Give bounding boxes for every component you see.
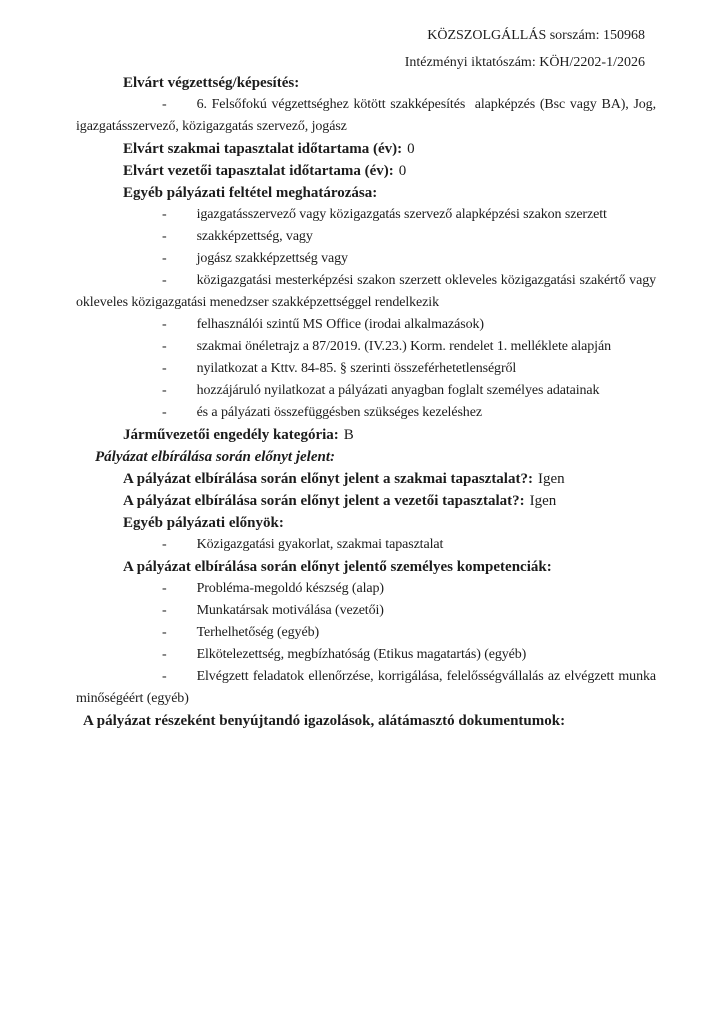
bullet-dash: -: [162, 405, 167, 420]
list-item-text: Terhelhetőség (egyéb): [196, 625, 320, 640]
registry-number-line: Intézményi iktatószám: KÖH/2202-1/2026: [404, 55, 645, 70]
list-item: [76, 622, 656, 644]
driving-license-label: Járművezetői engedély kategória:: [123, 427, 339, 443]
advantage-leadership-line: [76, 490, 656, 512]
list-item: [76, 358, 656, 380]
list-item: [76, 534, 656, 556]
leadership-experience-label: Elvárt vezetői tapasztalat időtartama (év):: [123, 163, 394, 179]
advantage-professional-label: A pályázat elbírálása során előnyt jelent a szakmai tapasztalat?:: [123, 471, 533, 487]
document-body: [76, 72, 656, 732]
list-item-text: nyilatkozat a Kttv. 84-85. § szerinti összeférhetetlenségről: [196, 361, 517, 376]
professional-experience-value: 0: [407, 141, 415, 157]
list-item-text: szakmai önéletrajz a 87/2019. (IV.23.) Korm. rendelet 1. melléklete alapján: [196, 339, 611, 354]
list-item: [76, 644, 656, 666]
list-item-text: szakképzettség, vagy: [196, 229, 313, 244]
bullet-dash: -: [162, 207, 167, 222]
bullet-dash: -: [162, 603, 167, 618]
bullet-dash: -: [162, 625, 167, 640]
list-item: [76, 402, 656, 424]
driving-license-line: [76, 424, 656, 446]
list-item-text: Elkötelezettség, megbízhatóság (Etikus magatartás) (egyéb): [196, 647, 527, 662]
professional-experience-label: Elvárt szakmai tapasztalat időtartama (év):: [123, 141, 403, 157]
list-item: [76, 336, 656, 358]
bullet-dash: -: [162, 229, 167, 244]
qualification-heading: Elvárt végzettség/képesítés:: [123, 75, 300, 91]
other-advantages-heading: Egyéb pályázati előnyök:: [123, 515, 284, 531]
serial-number-line: KÖZSZOLGÁLLÁS sorszám: 150968: [427, 28, 645, 43]
list-item-text: Elvégzett feladatok ellenőrzése, korrigálása, felelősségvállalás az elvégzett munka minőségéért (egyéb): [76, 669, 656, 706]
leadership-experience-value: 0: [398, 163, 407, 179]
list-item: [76, 578, 656, 600]
advantages-heading: Pályázat elbírálása során előnyt jelent:: [95, 449, 335, 465]
list-item: [76, 314, 656, 336]
list-item-text: Munkatársak motiválása (vezetői): [196, 603, 384, 618]
advantage-professional-value: Igen: [537, 471, 565, 487]
list-item-text: és a pályázati összefüggésben szükséges kezeléshez: [196, 405, 482, 420]
list-item: [76, 94, 656, 138]
competencies-heading: A pályázat elbírálása során előnyt jelentő személyes kompetenciák:: [123, 559, 552, 575]
list-item: [76, 248, 656, 270]
bullet-dash: -: [162, 361, 167, 376]
driving-license-value: B: [343, 427, 354, 443]
bullet-dash: -: [162, 383, 167, 398]
page-header: [0, 26, 645, 72]
bullet-dash: -: [162, 581, 167, 596]
list-item-text: hozzájáruló nyilatkozat a pályázati anyagban foglalt személyes adatainak: [196, 383, 600, 398]
bullet-dash: -: [162, 273, 167, 288]
bullet-dash: -: [162, 339, 167, 354]
list-item: [76, 226, 656, 248]
bullet-dash: -: [162, 251, 167, 266]
advantage-leadership-label: A pályázat elbírálása során előnyt jelent a vezetői tapasztalat?:: [123, 493, 525, 509]
leadership-experience-line: [76, 160, 656, 182]
list-item-text: igazgatásszervező vagy közigazgatás szervező alapképzési szakon szerzett: [196, 207, 607, 222]
list-item-text: felhasználói szintű MS Office (irodai alkalmazások): [196, 317, 484, 332]
list-item-text: közigazgatási mesterképzési szakon szerzett okleveles közigazgatási szakértő vagy okleveles közigazgatási menedzser szakképzettséggel rendelkezik: [76, 273, 656, 310]
bullet-dash: -: [162, 97, 167, 112]
bullet-dash: -: [162, 317, 167, 332]
documents-heading: A pályázat részeként benyújtandó igazolások, alátámasztó dokumentumok:: [83, 713, 566, 729]
list-item: [76, 600, 656, 622]
list-item-text: Közigazgatási gyakorlat, szakmai tapasztalat: [196, 537, 444, 552]
other-conditions-heading: Egyéb pályázati feltétel meghatározása:: [123, 185, 378, 201]
list-item: [76, 204, 656, 226]
bullet-dash: -: [162, 669, 167, 684]
advantage-leadership-value: Igen: [529, 493, 557, 509]
bullet-dash: -: [162, 537, 167, 552]
list-item: [76, 270, 656, 314]
list-item-text: 6. Felsőfokú végzettséghez kötött szakképesítés alapképzés (Bsc vagy BA), Jog, igazgatásszervező, közigazgatás szervező, jogász: [76, 97, 656, 134]
bullet-dash: -: [162, 647, 167, 662]
list-item-text: Probléma-megoldó készség (alap): [196, 581, 384, 596]
list-item: [76, 380, 656, 402]
professional-experience-line: [76, 138, 656, 160]
list-item: [76, 666, 656, 710]
list-item-text: jogász szakképzettség vagy: [196, 251, 348, 266]
advantage-professional-line: [76, 468, 656, 490]
